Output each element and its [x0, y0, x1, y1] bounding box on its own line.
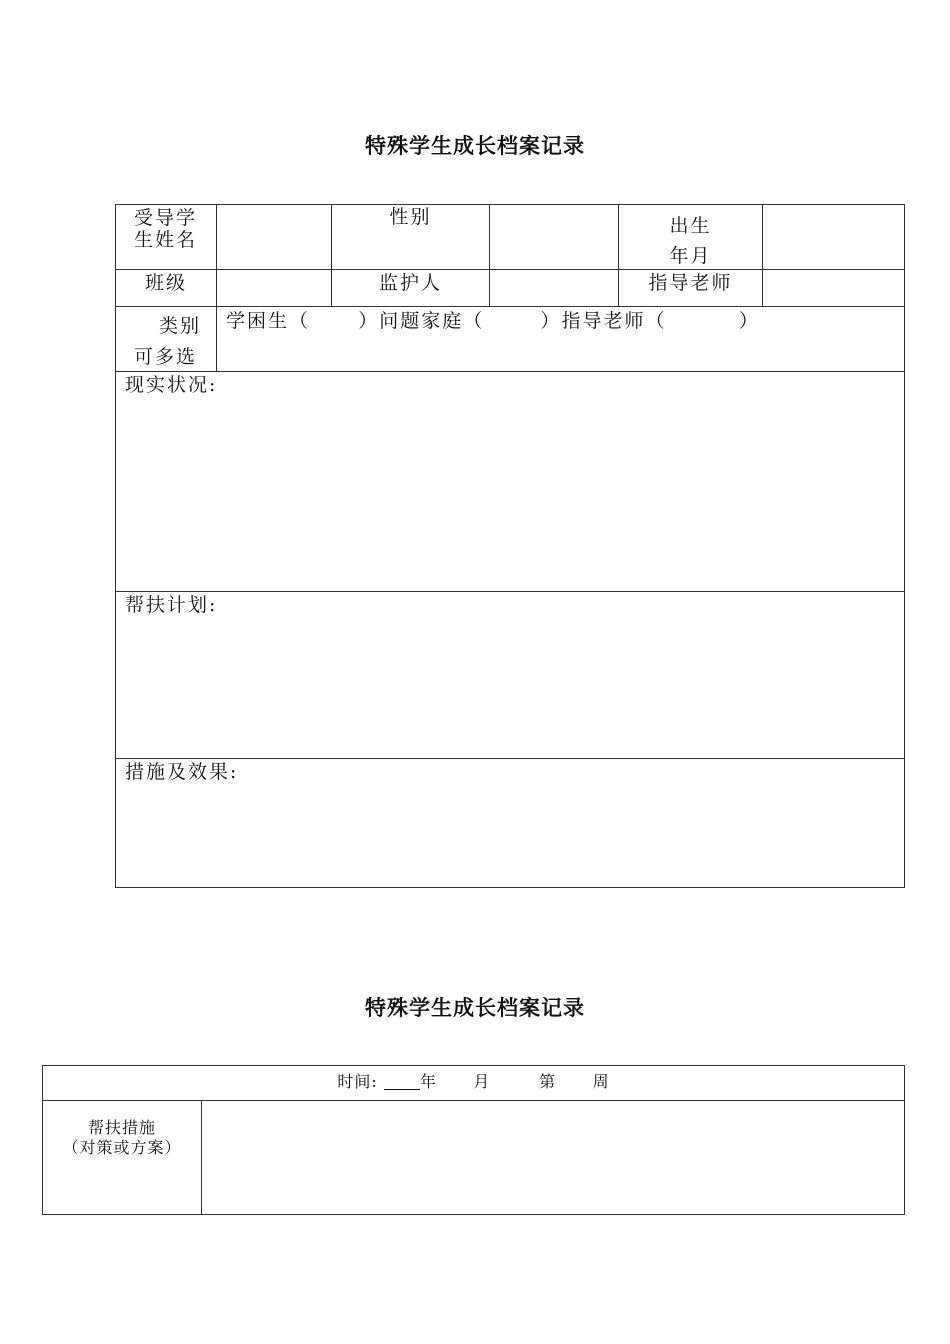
guardian-field[interactable]: [490, 270, 618, 306]
support-plan-field[interactable]: [117, 621, 903, 756]
category-label-line1: 类别: [159, 315, 202, 337]
support-plan-label: 帮扶计划:: [125, 594, 218, 616]
time-label: 时间:: [337, 1072, 378, 1091]
time-row: [43, 1070, 904, 1094]
row-divider: [116, 371, 904, 372]
class-label: 班级: [144, 272, 187, 294]
year-blank[interactable]: [384, 1073, 420, 1090]
week-prefix: 第: [539, 1072, 557, 1091]
gender-label: 性别: [389, 206, 432, 228]
student-name-label-line2: 生姓名: [134, 229, 198, 251]
category-options[interactable]: 学困生（ ）问题家庭（ ）指导老师（ ）: [226, 310, 760, 332]
mentor-field[interactable]: [763, 270, 904, 306]
document-title-bottom: 特殊学生成长档案记录: [365, 995, 585, 1020]
gender-field[interactable]: [490, 206, 618, 269]
support-measures-table: [42, 1065, 905, 1215]
month-label: 月: [473, 1072, 491, 1091]
measures-label: [43, 1118, 201, 1158]
row-divider: [116, 591, 904, 592]
row-divider: [116, 306, 904, 307]
birth-date-label: [619, 211, 762, 271]
mentor-label: 指导老师: [648, 272, 733, 294]
student-name-label: [134, 207, 214, 251]
class-field[interactable]: [217, 270, 331, 306]
category-label-line2: 可多选: [134, 346, 198, 368]
measures-effect-label: 措施及效果:: [125, 761, 239, 783]
year-label: 年: [419, 1072, 437, 1091]
birth-label-line2: 年月: [669, 245, 712, 267]
document-title-top: 特殊学生成长档案记录: [365, 133, 585, 158]
birth-date-field[interactable]: [763, 206, 904, 269]
current-status-field[interactable]: [117, 401, 903, 589]
measures-label-line1: 帮扶措施: [87, 1118, 156, 1137]
measures-field[interactable]: [202, 1101, 904, 1214]
guardian-label: 监护人: [378, 272, 442, 294]
category-label: [134, 311, 216, 373]
current-status-label: 现实状况:: [125, 374, 218, 396]
week-label: 周: [592, 1072, 610, 1091]
student-name-label-line1: 受导学: [134, 207, 198, 229]
student-name-field[interactable]: [217, 206, 331, 269]
measures-effect-field[interactable]: [117, 789, 903, 885]
birth-label-line1: 出生: [669, 215, 712, 237]
row-divider: [116, 758, 904, 759]
student-record-table: [115, 204, 905, 888]
measures-label-line2: （对策或方案）: [62, 1138, 182, 1157]
